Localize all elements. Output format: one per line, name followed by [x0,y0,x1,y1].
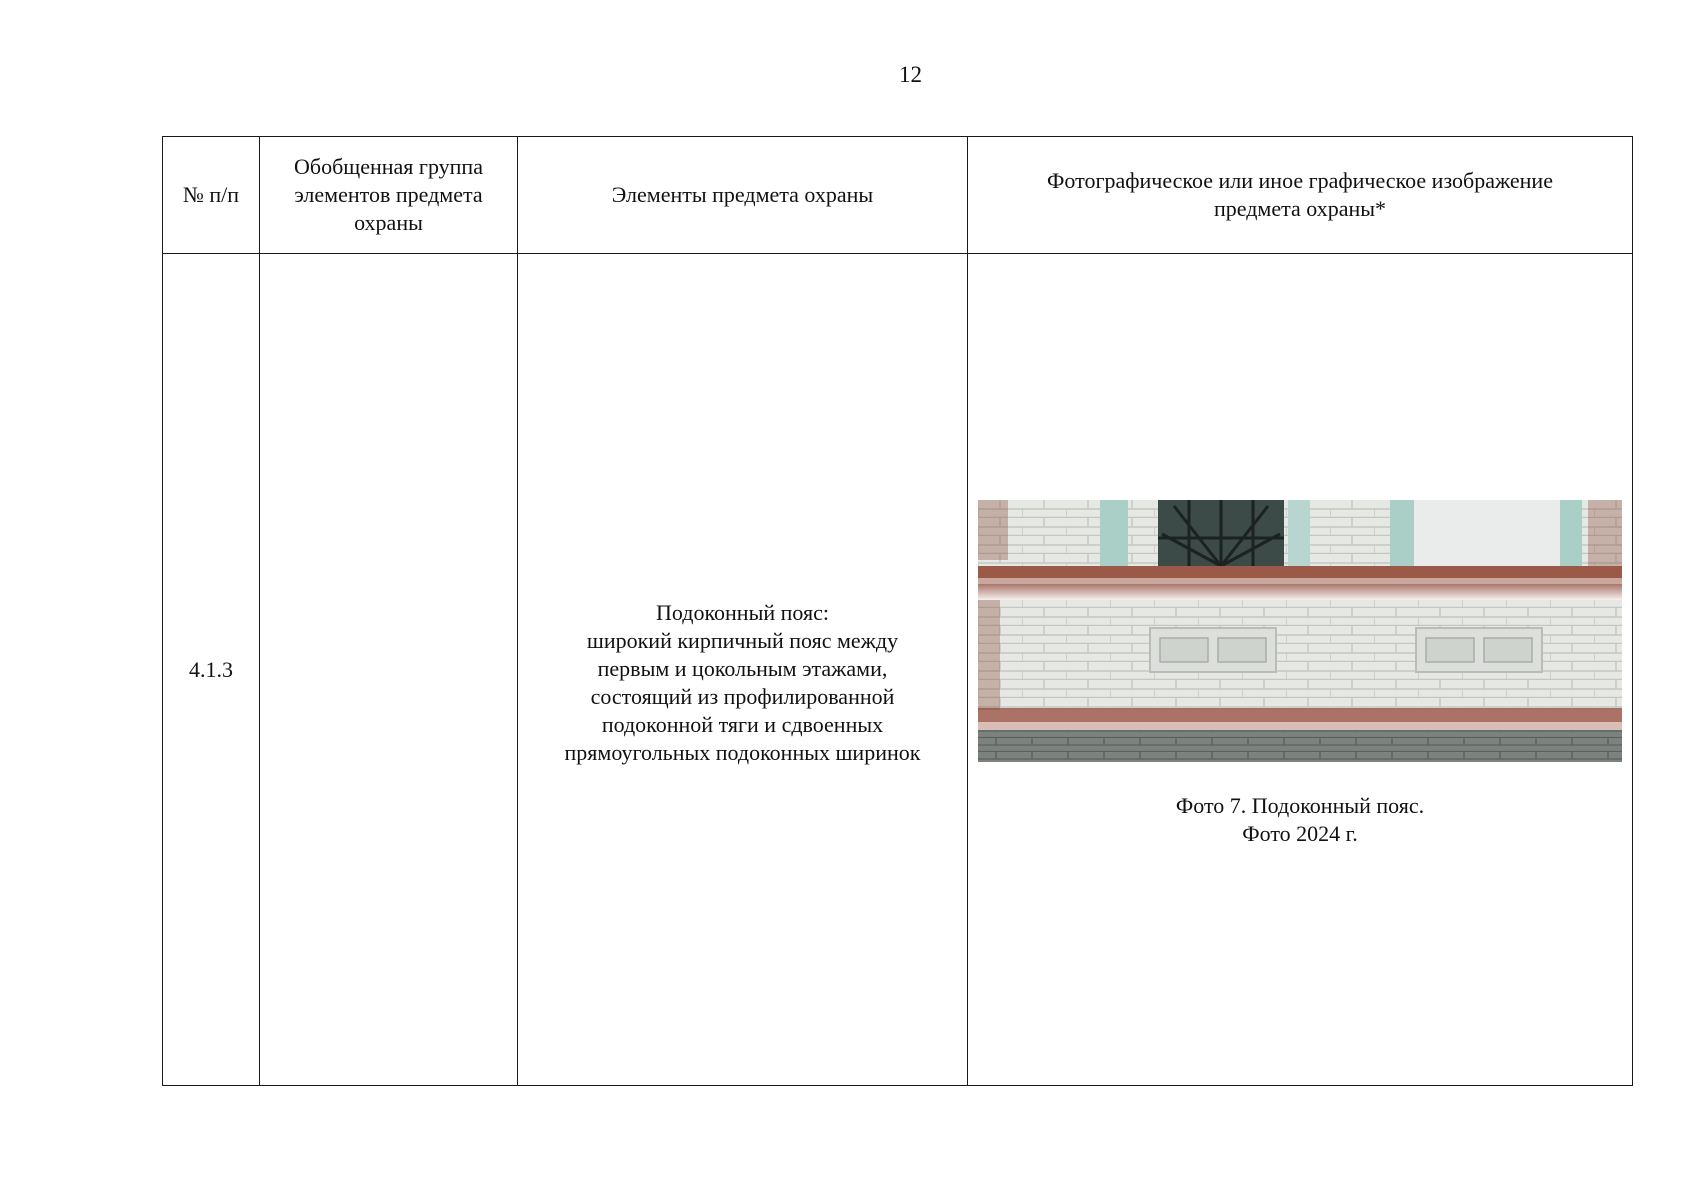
table-header-row [163,137,1633,254]
row-number: 4.1.3 [163,254,260,1086]
elements-line: Подоконный пояс: [656,599,829,625]
header-elements: Элементы предмета охраны [518,137,968,254]
header-number: № п/п [163,137,260,254]
row-image-cell [968,254,1633,1086]
elements-line: подоконной тяги и сдвоенных [601,711,884,737]
page-number: 12 [899,62,922,87]
photo-caption-line: Фото 2024 г. [1242,820,1358,846]
protection-table [162,136,1633,1086]
row-group [260,254,518,1086]
facade-photo [978,500,1622,762]
elements-line: состоящий из профилированной [590,683,895,709]
photo-block [980,492,1620,848]
elements-line: первым и цокольным этажами, [597,655,888,681]
elements-line: широкий кирпичный пояс между [586,627,899,653]
photo-caption [1176,792,1424,848]
photo-caption-line: Фото 7. Подоконный пояс. [1175,792,1425,818]
elements-line: прямоугольных подоконных ширинок [564,739,921,765]
table-row [163,254,1633,1086]
header-group: Обобщенная группа элементов предмета охраны [260,137,518,254]
header-image: Фотографическое или иное графическое изображение предмета охраны* [968,137,1633,254]
row-elements [518,254,968,1086]
